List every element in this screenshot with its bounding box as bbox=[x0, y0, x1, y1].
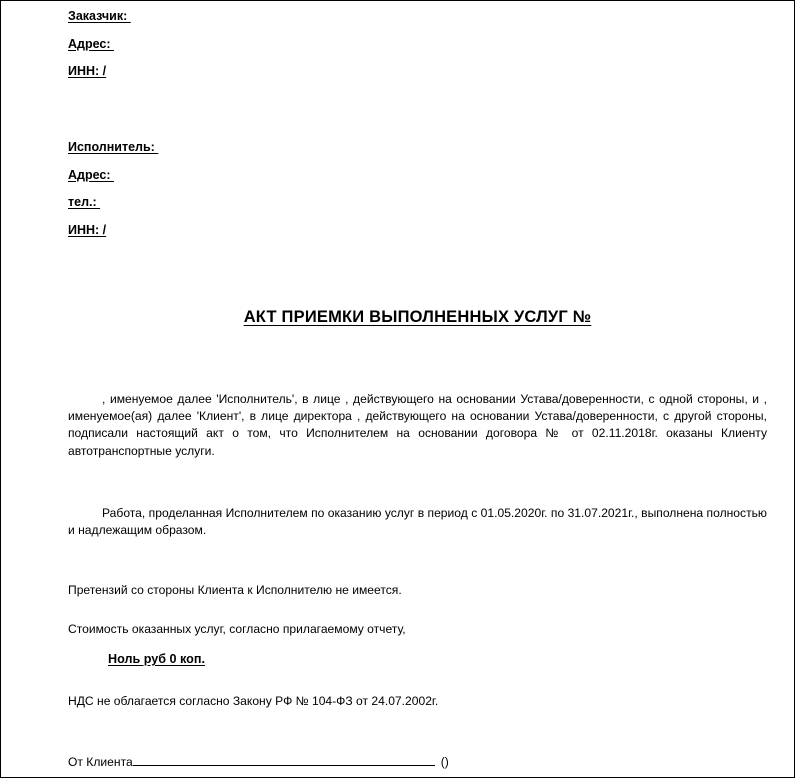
customer-name-label-text: Заказчик: bbox=[68, 9, 131, 23]
client-signature-parens: () bbox=[440, 755, 449, 769]
customer-name-label bbox=[68, 9, 767, 23]
customer-address-label bbox=[68, 37, 767, 51]
document-title-text: АКТ ПРИЕМКИ ВЫПОЛНЕННЫХ УСЛУГ № bbox=[243, 308, 592, 326]
intro-paragraph: , именуемое далее 'Исполнитель', в лице , действующего на основании Устава/доверенности, с одной стороны, и , именуемое(ая) далее 'Клиент', в лице директора , действующего на основании Устава/доверенности, с другой стороны, подписали настоящий акт о том, что Исполнителем на основании договора № от 02.11.2018г. оказаны Клиенту автотранспортные услуги. bbox=[68, 392, 767, 458]
contractor-name-label bbox=[68, 140, 767, 154]
customer-address-label-text: Адрес: bbox=[68, 36, 114, 51]
contractor-inn-label-text: ИНН: / bbox=[68, 222, 107, 237]
contractor-address-label-text: Адрес: bbox=[68, 167, 114, 182]
client-signature-line[interactable] bbox=[133, 754, 435, 766]
contractor-phone-label bbox=[68, 195, 767, 209]
contractor-phone-label-text: тел.: bbox=[68, 195, 101, 209]
contractor-party-block bbox=[68, 140, 767, 250]
customer-inn-label bbox=[68, 64, 767, 78]
document-content bbox=[68, 1, 767, 777]
customer-party-block bbox=[68, 9, 767, 92]
contractor-inn-label bbox=[68, 223, 767, 237]
cost-intro-paragraph: Стоимость оказанных услуг, согласно прилагаемому отчету, bbox=[68, 622, 406, 636]
claims-paragraph: Претензий со стороны Клиента к Исполнителю не имеется. bbox=[68, 583, 402, 597]
contractor-name-label-text: Исполнитель: bbox=[68, 140, 159, 154]
vat-paragraph: НДС не облагается согласно Закону РФ № 104-ФЗ от 24.07.2002г. bbox=[68, 694, 439, 708]
amount-in-words-text: Ноль руб 0 коп. bbox=[108, 652, 205, 666]
client-signature-label: От Клиента bbox=[68, 755, 133, 769]
contractor-address-label bbox=[68, 168, 767, 182]
amount-in-words bbox=[108, 651, 205, 667]
document-title bbox=[68, 307, 767, 327]
work-period-paragraph: Работа, проделанная Исполнителем по оказанию услуг в период с 01.05.2020г. по 31.07.2021г., выполнена полностью и надлежащим образом. bbox=[68, 506, 767, 538]
customer-inn-label-text: ИНН: / bbox=[68, 64, 107, 78]
client-signature-row bbox=[68, 754, 767, 770]
